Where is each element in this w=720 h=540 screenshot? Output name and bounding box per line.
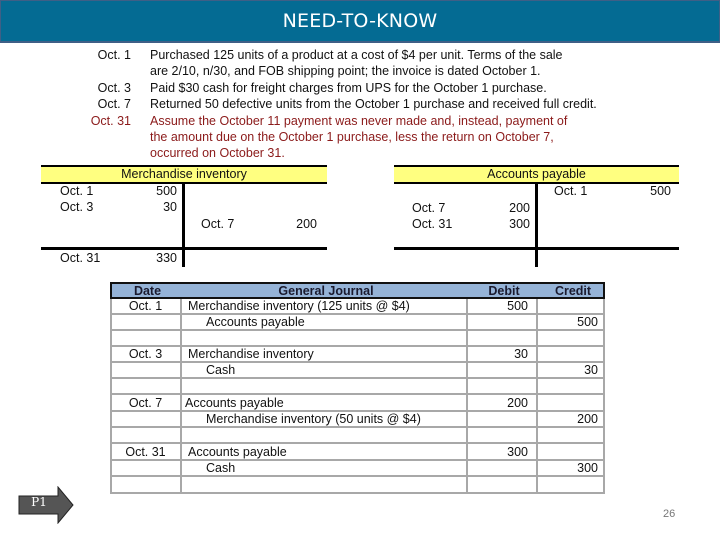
learning-objective-badge: [18, 486, 74, 529]
credit-date: Oct. 1: [554, 184, 588, 198]
debit-date: Oct. 31: [412, 217, 453, 231]
journal-row: [110, 379, 605, 395]
t-account-balance-line: [394, 247, 679, 250]
transaction-narrative: [80, 48, 640, 161]
narrative-line: are 2/10, n/30, and FOB shipping point; the invoice is dated October 1.: [150, 63, 541, 78]
header-general-journal: General Journal: [278, 284, 374, 298]
entry-account: Cash: [206, 363, 236, 377]
narrative-oct-31: [80, 114, 640, 161]
page-number: 26: [663, 508, 676, 520]
t-account-divider: [182, 184, 185, 267]
journal-row: [110, 363, 605, 379]
narrative-line: occurred on October 31.: [150, 145, 285, 160]
narrative-date: Oct. 7: [97, 96, 131, 111]
journal-row: [110, 347, 605, 363]
journal-row: [110, 396, 605, 412]
journal-row: [110, 445, 605, 461]
credit-amount: 500: [650, 184, 671, 198]
t-account-title: Merchandise inventory: [41, 165, 327, 184]
narrative-line: Assume the October 11 payment was never made and, instead, payment of: [150, 114, 568, 129]
debit-amount: 200: [509, 201, 530, 215]
page-title: NEED-TO-KNOW: [282, 10, 438, 32]
entry-credit: 30: [584, 363, 598, 377]
journal-row: [110, 461, 605, 477]
debit-amount: 500: [156, 184, 177, 198]
journal-row: [110, 412, 605, 428]
entry-debit: 30: [514, 347, 528, 361]
debit-amount: 300: [509, 217, 530, 231]
narrative-date: Oct. 1: [97, 48, 131, 62]
debit-date: Oct. 3: [60, 200, 94, 214]
entry-credit: 500: [577, 315, 598, 329]
entry-account: Accounts payable: [206, 315, 305, 329]
credit-date: Oct. 7: [201, 217, 235, 231]
entry-account: Merchandise inventory: [188, 347, 314, 361]
narrative-line: Paid $30 cash for freight charges from UPS for the October 1 purchase.: [150, 81, 547, 96]
badge-label: P1: [31, 495, 47, 509]
credit-amount: 200: [296, 217, 317, 231]
narrative-line: Returned 50 defective units from the October 1 purchase and received full credit.: [150, 96, 597, 111]
entry-date: Oct. 31: [125, 445, 166, 459]
narrative-date: Oct. 31: [90, 114, 131, 129]
entry-date: Oct. 3: [128, 347, 163, 361]
debit-amount: 30: [163, 200, 177, 214]
balance-amount: 330: [156, 251, 177, 265]
t-account-balance-line: [41, 247, 327, 250]
narrative-oct-7: [80, 97, 640, 113]
journal-row: [110, 478, 605, 494]
t-account-merchandise-inventory: [41, 165, 327, 267]
entry-credit: 200: [577, 412, 598, 426]
t-account-accounts-payable: [394, 165, 679, 267]
header-debit: Debit: [488, 284, 520, 298]
entry-account: Merchandise inventory (50 units @ $4): [206, 412, 421, 426]
entry-account: Cash: [206, 461, 236, 475]
narrative-date: Oct. 3: [97, 81, 131, 96]
t-account-title: Accounts payable: [394, 165, 679, 184]
entry-account: Merchandise inventory (125 units @ $4): [188, 299, 410, 313]
narrative-oct-3: [80, 81, 640, 97]
entry-account: Accounts payable: [185, 396, 284, 410]
entry-debit: 500: [507, 299, 528, 313]
debit-date: Oct. 1: [60, 184, 94, 198]
entry-credit: 300: [577, 461, 598, 475]
entry-account: Accounts payable: [188, 445, 287, 459]
debit-date: Oct. 7: [412, 201, 446, 215]
narrative-line: Purchased 125 units of a product at a cost of $4 per unit. Terms of the sale: [150, 48, 563, 62]
journal-row: [110, 428, 605, 444]
journal-row: [110, 331, 605, 347]
entry-date: Oct. 7: [128, 396, 163, 410]
journal-row: [110, 299, 605, 315]
narrative-line: the amount due on the October 1 purchase, less the return on October 7,: [150, 129, 554, 144]
journal-row: [110, 315, 605, 331]
journal-header-row: [110, 282, 605, 299]
header-date: Date: [133, 284, 162, 298]
entry-debit: 200: [507, 396, 528, 410]
entry-date: Oct. 1: [128, 299, 163, 313]
header-credit: Credit: [554, 284, 592, 298]
title-bar: [0, 0, 720, 43]
balance-date: Oct. 31: [60, 251, 101, 265]
t-account-divider: [535, 184, 538, 267]
entry-debit: 300: [507, 445, 528, 459]
narrative-oct-1: [80, 48, 640, 79]
